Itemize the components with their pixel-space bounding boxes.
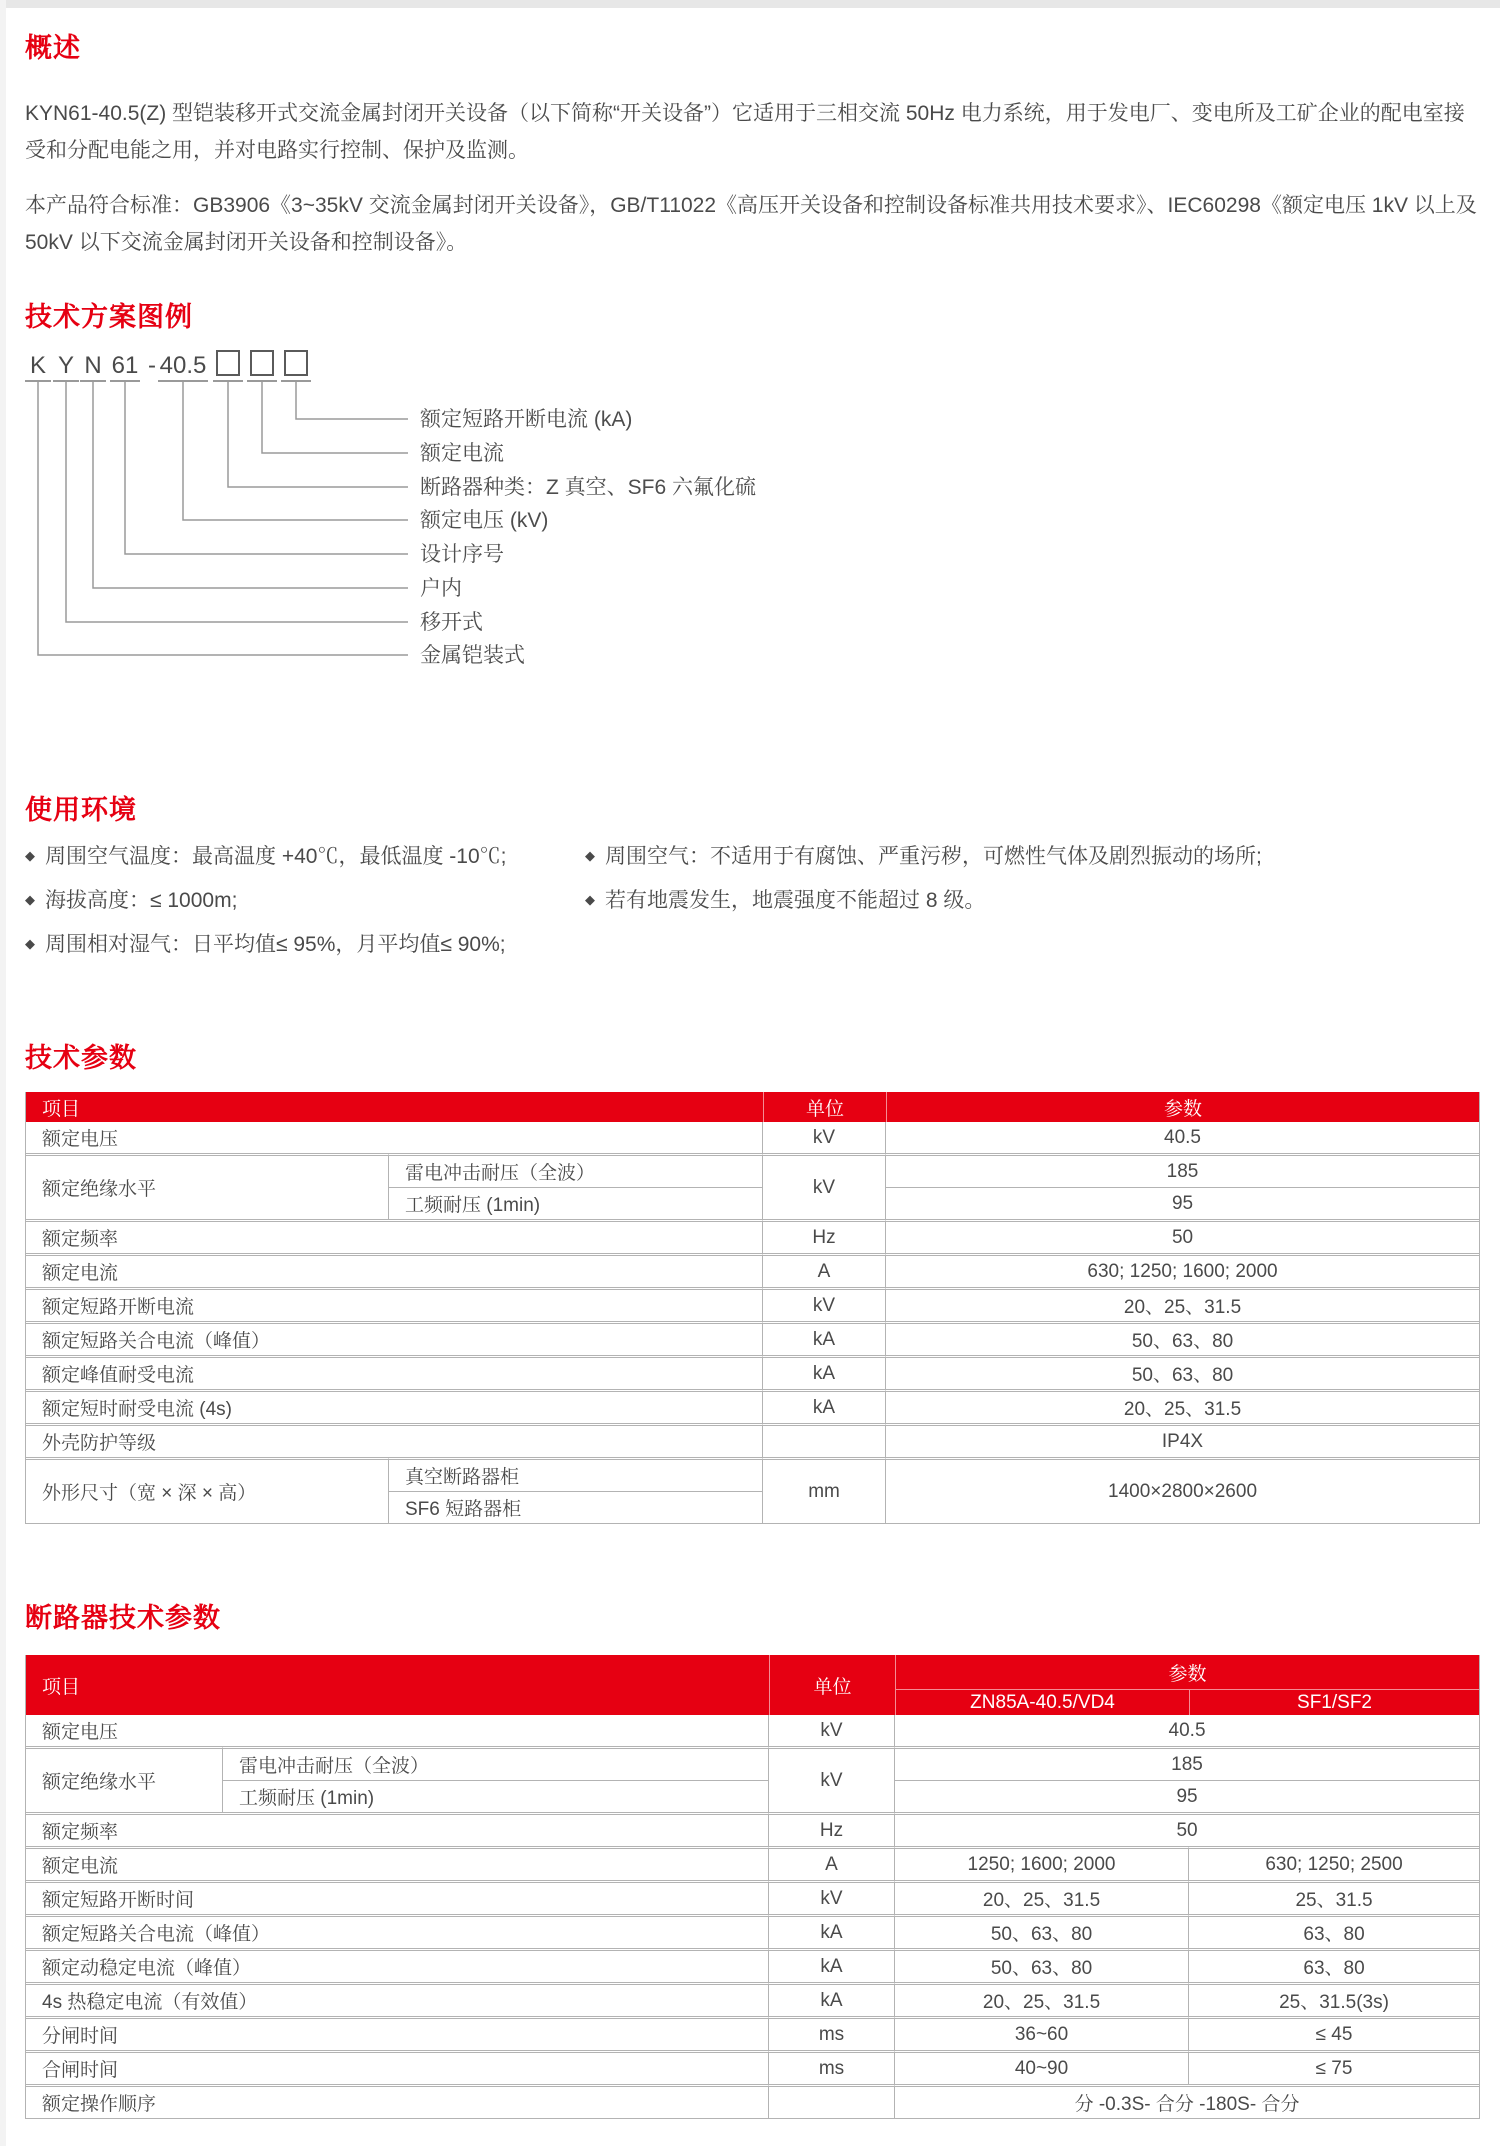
column-header-unit: 单位 (769, 1655, 895, 1715)
diamond-bullet-icon: ◆ (585, 848, 595, 863)
table-cell: 50、63、80 (886, 1321, 1479, 1355)
table-cell: 20、25、31.5 (886, 1287, 1479, 1321)
table-cell: kA (769, 1914, 895, 1948)
table-cell: kV (769, 1746, 895, 1812)
placeholder-box (217, 351, 239, 375)
model-part: 40.5 (159, 352, 207, 379)
table-cell: 50 (886, 1219, 1479, 1253)
env-item-text: 若有地震发生，地震强度不能超过 8 级。 (605, 889, 986, 912)
placeholder-box (285, 351, 307, 375)
table-cell: 95 (886, 1187, 1479, 1219)
scheme-label: 额定短路开断电流 (kA) (420, 408, 633, 431)
table-cell: kA (769, 1982, 895, 2016)
table-cell: 630; 1250; 2500 (1189, 1846, 1479, 1880)
overview-paragraph-1: KYN61-40.5(Z) 型铠装移开式交流金属封闭开关设备（以下简称“开关设备”）它适用于三相交流 50Hz 电力系统，用于发电厂、变电所及工矿企业的配电室接受和分配电能之用，并对电路实行控制、保护及监测。 (25, 102, 1465, 162)
model-part: 61 (111, 352, 139, 379)
diamond-bullet-icon: ◆ (585, 892, 595, 907)
table-cell: 20、25、31.5 (886, 1389, 1479, 1423)
model-part: N (84, 352, 102, 379)
scheme-label: 金属铠装式 (420, 644, 525, 667)
breaker-params-heading: 断路器技术参数 (25, 1603, 221, 1633)
table-cell: A (763, 1253, 886, 1287)
table-cell: 额定绝缘水平 (26, 1153, 389, 1219)
table-row (26, 1812, 1479, 1846)
model-part: Y (57, 352, 75, 379)
env-item (25, 884, 237, 914)
table-cell: 1400×2800×2600 (886, 1457, 1479, 1523)
table-cell: 50、63、80 (895, 1948, 1189, 1982)
table-row (26, 1287, 1479, 1321)
table-cell: kV (769, 1715, 895, 1746)
table-cell: 额定电压 (26, 1715, 769, 1746)
table-row (26, 1153, 1479, 1187)
breaker-params-table (25, 1655, 1480, 2119)
table-cell: 额定操作顺序 (26, 2084, 769, 2118)
table-row (26, 1457, 1479, 1491)
table-cell: 真空断路器柜 (389, 1457, 763, 1491)
column-header-param: 参数 (895, 1655, 1479, 1689)
table-cell: 20、25、31.5 (895, 1982, 1189, 2016)
table-cell: Hz (763, 1219, 886, 1253)
table-cell: 63、80 (1189, 1914, 1479, 1948)
column-header-param: 参数 (886, 1092, 1479, 1122)
diamond-bullet-icon: ◆ (25, 848, 35, 863)
table-cell: 额定绝缘水平 (26, 1746, 223, 1812)
tech-params-table (25, 1092, 1480, 1524)
column-header-item: 项目 (26, 1655, 769, 1715)
table-row (26, 1715, 1479, 1746)
table-row (26, 1253, 1479, 1287)
table-cell (763, 1423, 886, 1457)
table-cell: kV (769, 1880, 895, 1914)
table-cell: 分 -0.3S- 合分 -180S- 合分 (895, 2084, 1479, 2118)
table-cell (769, 2084, 895, 2118)
table-cell: ≤ 75 (1189, 2050, 1479, 2084)
table-cell: 工频耐压 (1min) (223, 1780, 769, 1812)
page-left-edge (0, 0, 6, 2146)
table-cell: SF6 短路器柜 (389, 1491, 763, 1523)
table-cell: 额定频率 (26, 1812, 769, 1846)
page-top-edge (0, 0, 1500, 8)
env-item (585, 840, 1262, 870)
table-row (26, 1423, 1479, 1457)
env-item (585, 884, 985, 914)
table-cell: 额定电流 (26, 1253, 763, 1287)
model-designation-diagram (0, 330, 1000, 690)
table-cell: ms (769, 2050, 895, 2084)
table-cell: 额定电流 (26, 1846, 769, 1880)
table-cell: 25、31.5(3s) (1189, 1982, 1479, 2016)
table-row (26, 1122, 1479, 1153)
table-cell: 630; 1250; 1600; 2000 (886, 1253, 1479, 1287)
table-row (26, 1914, 1479, 1948)
diamond-bullet-icon: ◆ (25, 936, 35, 951)
table-row (26, 1780, 1479, 1812)
table-cell: 50 (895, 1812, 1479, 1846)
column-header-model-2: SF1/SF2 (1189, 1689, 1479, 1715)
model-code (30, 351, 307, 379)
table-row (26, 1846, 1479, 1880)
table-cell: 额定短路关合电流（峰值） (26, 1321, 763, 1355)
table-row (26, 2084, 1479, 2118)
column-header-model-1: ZN85A-40.5/VD4 (895, 1689, 1189, 1715)
table-cell: mm (763, 1457, 886, 1523)
scheme-label: 移开式 (420, 611, 483, 634)
env-item-text: 海拔高度：≤ 1000m; (45, 889, 238, 912)
table-cell: kA (763, 1321, 886, 1355)
table-row (26, 1746, 1479, 1780)
table-row (26, 1389, 1479, 1423)
table-cell: 额定短时耐受电流 (4s) (26, 1389, 763, 1423)
table-cell: 50、63、80 (895, 1914, 1189, 1948)
overview-heading: 概述 (25, 33, 81, 63)
table-cell: 40.5 (886, 1122, 1479, 1153)
table-cell: 额定短路关合电流（峰值） (26, 1914, 769, 1948)
table-cell: 额定峰值耐受电流 (26, 1355, 763, 1389)
table-cell: 额定动稳定电流（峰值） (26, 1948, 769, 1982)
table-row (26, 1321, 1479, 1355)
model-part: K (29, 352, 47, 379)
table-cell: A (769, 1846, 895, 1880)
env-item-text: 周围相对湿气：日平均值≤ 95%，月平均值≤ 90%; (45, 933, 506, 956)
table-cell: 95 (895, 1780, 1479, 1812)
table-cell: 额定频率 (26, 1219, 763, 1253)
table-cell: ms (769, 2016, 895, 2050)
scheme-label: 设计序号 (420, 543, 504, 566)
table-cell: 4s 热稳定电流（有效值） (26, 1982, 769, 2016)
table-cell: 185 (886, 1153, 1479, 1187)
table-cell: 外形尺寸（宽 × 深 × 高） (26, 1457, 389, 1523)
table-cell: 25、31.5 (1189, 1880, 1479, 1914)
table-cell: 额定电压 (26, 1122, 763, 1153)
table-cell: 40.5 (895, 1715, 1479, 1746)
environment-heading: 使用环境 (25, 795, 137, 825)
table-cell: IP4X (886, 1423, 1479, 1457)
model-part: - (148, 352, 156, 379)
table-cell: 额定短路开断电流 (26, 1287, 763, 1321)
table-cell: 外壳防护等级 (26, 1423, 763, 1457)
table-row (26, 2050, 1479, 2084)
table-cell: 工频耐压 (1min) (389, 1187, 763, 1219)
table-cell: kV (763, 1153, 886, 1219)
table-cell: 36~60 (895, 2016, 1189, 2050)
table-cell: kV (763, 1287, 886, 1321)
table-cell: 合闸时间 (26, 2050, 769, 2084)
table-cell: kV (763, 1122, 886, 1153)
table-row (26, 1219, 1479, 1253)
scheme-label: 额定电流 (420, 442, 504, 465)
table-cell: ≤ 45 (1189, 2016, 1479, 2050)
table-cell: kA (769, 1948, 895, 1982)
table-cell: 雷电冲击耐压（全波） (389, 1153, 763, 1187)
table-cell: 20、25、31.5 (895, 1880, 1189, 1914)
column-header-item: 项目 (26, 1092, 763, 1122)
scheme-label: 户内 (420, 577, 462, 600)
env-item-text: 周围空气温度：最高温度 +40℃，最低温度 -10℃; (45, 845, 507, 868)
table-cell: 63、80 (1189, 1948, 1479, 1982)
table-cell: Hz (769, 1812, 895, 1846)
table-row (26, 1355, 1479, 1389)
table-cell: 1250; 1600; 2000 (895, 1846, 1189, 1880)
overview-paragraph-2: 本产品符合标准：GB3906《3~35kV 交流金属封闭开关设备》，GB/T11022《高压开关设备和控制设备标准共用技术要求》、IEC60298《额定电压 1kV 以上及 50kV 以下交流金属封闭开关设备和控制设备》。 (25, 194, 1477, 254)
tech-params-heading: 技术参数 (25, 1043, 137, 1073)
env-item (25, 840, 506, 870)
scheme-heading: 技术方案图例 (25, 302, 193, 332)
table-row (26, 1948, 1479, 1982)
table-cell: kA (763, 1355, 886, 1389)
table-cell: 分闸时间 (26, 2016, 769, 2050)
table-cell: 185 (895, 1746, 1479, 1780)
scheme-label: 额定电压 (kV) (420, 509, 549, 532)
env-item-text: 周围空气：不适用于有腐蚀、严重污秽，可燃性气体及剧烈振动的场所; (605, 845, 1262, 868)
table-row (26, 1982, 1479, 2016)
env-item (25, 928, 506, 958)
placeholder-box (251, 351, 273, 375)
column-header-unit: 单位 (763, 1092, 886, 1122)
table-cell: 额定短路开断时间 (26, 1880, 769, 1914)
table-row (26, 2016, 1479, 2050)
table-cell: 雷电冲击耐压（全波） (223, 1746, 769, 1780)
table-row (26, 1880, 1479, 1914)
diamond-bullet-icon: ◆ (25, 892, 35, 907)
table-cell: kA (763, 1389, 886, 1423)
scheme-label: 断路器种类：Z 真空、SF6 六氟化硫 (420, 476, 757, 499)
table-cell: 40~90 (895, 2050, 1189, 2084)
scheme-labels (420, 408, 756, 667)
table-cell: 50、63、80 (886, 1355, 1479, 1389)
connector-lines (38, 381, 408, 655)
